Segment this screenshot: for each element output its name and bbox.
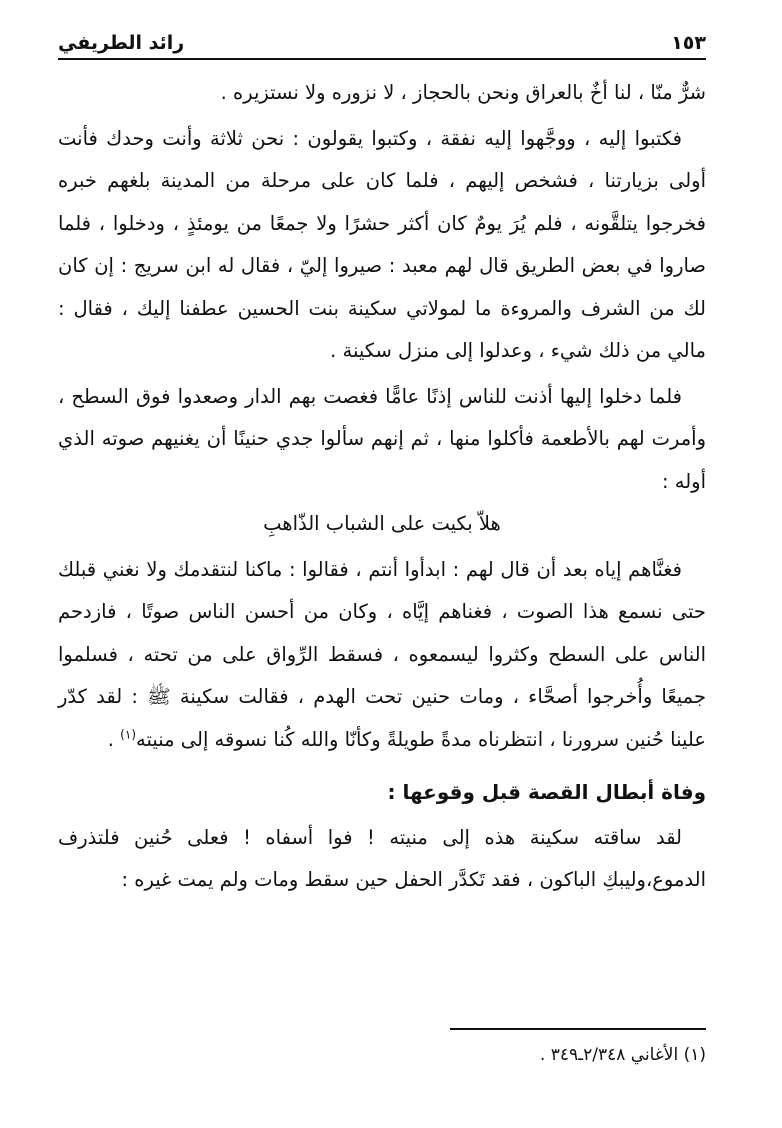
running-title: رائد الطريفي [58,32,185,54]
header-rule [58,58,706,60]
paragraph-1: شرٌّ منّا ، لنا أخٌ بالعراق ونحن بالحجاز ، لا نزوره ولا نستزيره . [220,81,706,104]
section-heading: وفاة أبطال القصة قبل وقوعها : [387,780,706,804]
footnote: (١) الأغاني ٢/٣٤٨ـ٣٤٩ . [539,1045,706,1065]
paragraph-4 [58,549,706,762]
body-text [58,72,706,902]
poem-verse: هلاّ بكيت على الشباب الذّاهبِ [263,512,501,535]
page-number: ١٥٣ [671,32,706,54]
page-header [58,20,706,54]
paragraph-4-text: فغنَّاهم إياه بعد أن قال لهم : ابدأوا أنتم ، فقالوا : ماكنا لنتقدمك ولا نغني قبلك حتى نسمع هذا الصوت ، فغناهم إيَّاه ، وكان من أحسن الناس صوتًا ، فازدحم الناس على السطح وكثروا ليسمعوه ، فسقط الرِّواق على من تحته ، فسلموا جميعًا وأُخرجوا أصحَّاء ، ومات حنين تحت الهدم ، فقالت سكينة ﷺ : لقد كدّر علينا حُنين سرورنا ، انتظرناه مدةً طويلةً وكأنّا والله كُنا نسوقه إلى منيته [58,557,706,751]
footnote-reference: (١) [120,727,136,741]
footnote-rule [450,1028,706,1030]
paragraph-4-end: . [107,727,121,751]
paragraph-3: فلما دخلوا إليها أذنت للناس إذنًا عامًّا فغصت بهم الدار وصعدوا فوق السطح ، وأمرت لهم بالأطعمة فأكلوا منها ، ثم إنهم سألوا جدي حنينًا أن يغنيهم صوته الذي أوله : [58,384,706,493]
paragraph-2: فكتبوا إليه ، ووجَّهوا إليه نفقة ، وكتبوا يقولون : نحن ثلاثة وأنت وحدك فأنت أولى بزيارتنا ، فشخص إليهم ، فلما كان على مرحلة من المدينة بلغهم خبره فخرجوا يتلقَّونه ، فلم يُرَ يومٌ كان أكثر حشرًا ولا جمعًا من يومئذٍ ، ودخلوا ، فلما صاروا في بعض الطريق قال لهم معبد : صيروا إليّ ، فقال له ابن سريج : إن كان لك من الشرف والمروءة ما لمولاتي سكينة بنت الحسين عطفنا إليك ، فقال : مالي من ذلك شيء ، وعدلوا إلى منزل سكينة . [58,126,706,362]
paragraph-5: لقد ساقته سكينة هذه إلى منيته ! فوا أسفاه ! فعلى حُنين فلتذرف الدموع،وليبكِ الباكون ، فقد تَكدَّر الحفل حين سقط ومات ولم يمت غيره : [58,825,706,891]
